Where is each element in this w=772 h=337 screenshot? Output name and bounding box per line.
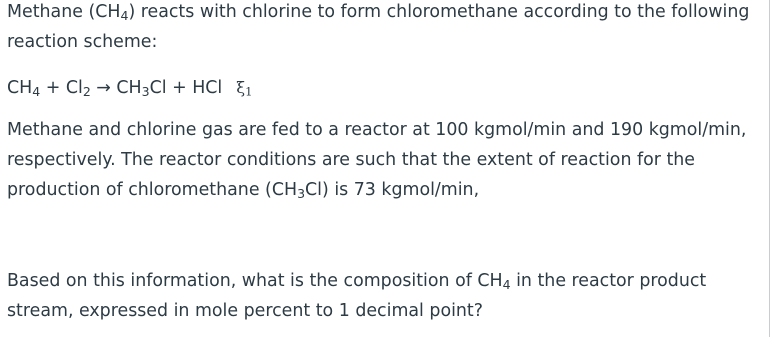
eq-methane-subscript: 4 [32, 83, 41, 99]
feed-text-rest: Cl) is 73 kgmol/min, [305, 180, 480, 200]
xi-subscript: 1 [245, 84, 253, 99]
intro-text-rest: ) reacts with chlorine to form chloromethane according to the following reaction scheme: [7, 2, 750, 52]
feed-subscript: 3 [297, 185, 306, 201]
eq-arrow-product: → CH [90, 78, 142, 98]
eq-chlorine-subscript: 2 [82, 83, 91, 99]
eq-methane: CH [7, 78, 33, 98]
ask-text-rest: in the reactor product stream, expressed in mole percent to 1 decimal point? [7, 271, 707, 321]
feed-paragraph [7, 115, 767, 205]
eq-product-rest: Cl + HCl [149, 78, 223, 98]
intro-text: Methane (CH [7, 2, 121, 22]
feed-text: Methane and chlorine gas are fed to a reactor at 100 kgmol/min and 190 kgmol/min, respectively. The reactor conditions are such that the extent of reaction for the production of chloromethane (CH [7, 120, 747, 200]
reaction-equation [7, 73, 252, 103]
extent-symbol [236, 78, 252, 97]
right-border-divider [769, 0, 770, 337]
eq-chlorine: + Cl [40, 78, 83, 98]
eq-product-subscript: 3 [141, 83, 150, 99]
intro-paragraph [7, 0, 767, 57]
intro-subscript: 4 [120, 7, 129, 23]
xi-glyph: ξ [236, 78, 246, 97]
ask-text: Based on this information, what is the composition of CH [7, 271, 503, 291]
ask-paragraph [7, 266, 767, 326]
ask-subscript: 4 [502, 276, 511, 292]
